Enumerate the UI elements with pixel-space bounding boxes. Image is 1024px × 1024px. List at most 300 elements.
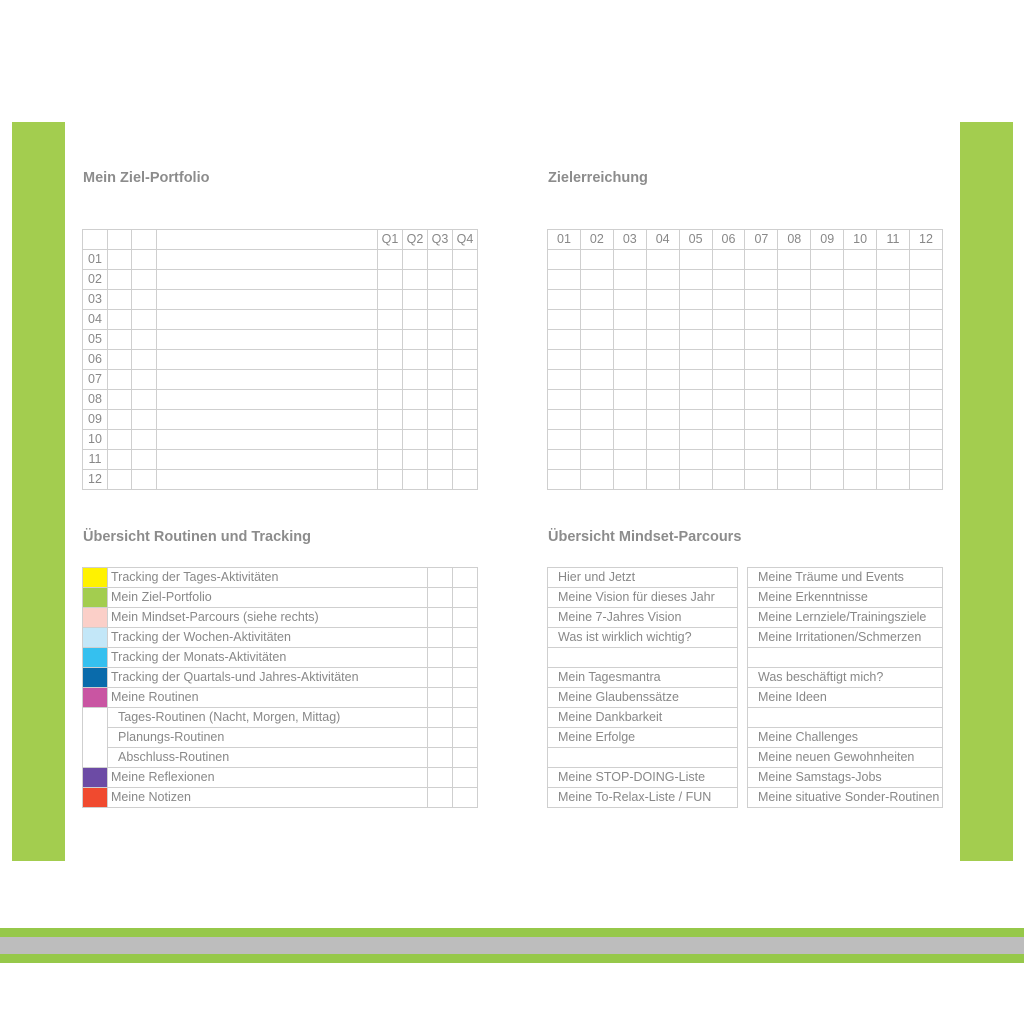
portfolio-cell [157, 310, 378, 330]
zielerreichung-cell [745, 390, 778, 410]
zielerreichung-cell [811, 430, 844, 450]
portfolio-row [83, 390, 478, 410]
zielerreichung-cell [844, 470, 877, 490]
mindset-row [548, 668, 738, 688]
portfolio-cell [428, 370, 453, 390]
portfolio-cell [157, 330, 378, 350]
routine-label: Abschluss-Routinen [108, 748, 428, 768]
month-label: 01 [548, 230, 581, 250]
portfolio-header-cell [157, 230, 378, 250]
routine-check-cell [453, 688, 478, 708]
routine-row [83, 688, 478, 708]
routine-label: Planungs-Routinen [108, 728, 428, 748]
right-green-bar [960, 122, 1013, 861]
zielerreichung-cell [548, 310, 581, 330]
mindset-row [548, 708, 738, 728]
portfolio-row [83, 410, 478, 430]
zielerreichung-cell [909, 250, 942, 270]
portfolio-row-number: 03 [83, 290, 108, 310]
routine-check-cell [428, 568, 453, 588]
mindset-row [548, 588, 738, 608]
zielerreichung-cell [613, 430, 646, 450]
portfolio-cell [453, 330, 478, 350]
mindset-item: Hier und Jetzt [548, 568, 738, 588]
portfolio-header-cell [132, 230, 157, 250]
routine-check-cell [428, 608, 453, 628]
zielerreichung-cell [679, 430, 712, 450]
zielerreichung-cell [844, 270, 877, 290]
portfolio-row-number: 01 [83, 250, 108, 270]
zielerreichung-cell [613, 270, 646, 290]
mindset-row [748, 708, 943, 728]
zielerreichung-row [548, 470, 943, 490]
zielerreichung-row [548, 370, 943, 390]
zielerreichung-cell [646, 250, 679, 270]
portfolio-table [82, 229, 478, 490]
portfolio-cell [378, 450, 403, 470]
mindset-item: Meine Glaubenssätze [548, 688, 738, 708]
portfolio-cell [132, 350, 157, 370]
portfolio-cell [132, 310, 157, 330]
zielerreichung-cell [548, 370, 581, 390]
portfolio-cell [403, 310, 428, 330]
zielerreichung-cell [613, 250, 646, 270]
month-label: 09 [811, 230, 844, 250]
zielerreichung-cell [646, 450, 679, 470]
zielerreichung-cell [778, 270, 811, 290]
portfolio-cell [378, 310, 403, 330]
zielerreichung-cell [877, 410, 910, 430]
month-label: 08 [778, 230, 811, 250]
zielerreichung-cell [877, 310, 910, 330]
zielerreichung-cell [877, 430, 910, 450]
mindset-item: Was ist wirklich wichtig? [548, 628, 738, 648]
color-swatch [83, 608, 108, 628]
zielerreichung-cell [548, 410, 581, 430]
zielerreichung-cell [613, 390, 646, 410]
portfolio-cell [453, 250, 478, 270]
zielerreichung-cell [712, 430, 745, 450]
mindset-item: Meine Erkenntnisse [748, 588, 943, 608]
zielerreichung-cell [877, 390, 910, 410]
zielerreichung-row [548, 290, 943, 310]
mindset-item [548, 748, 738, 768]
mindset-right-table [747, 567, 943, 808]
mindset-item: Meine neuen Gewohnheiten [748, 748, 943, 768]
zielerreichung-cell [548, 350, 581, 370]
mindset-item: Meine Ideen [748, 688, 943, 708]
zielerreichung-cell [811, 250, 844, 270]
portfolio-cell [108, 470, 132, 490]
routine-label: Meine Notizen [108, 788, 428, 808]
mindset-row [548, 728, 738, 748]
zielerreichung-cell [909, 450, 942, 470]
zielerreichung-cell [580, 450, 613, 470]
month-label: 05 [679, 230, 712, 250]
month-label: 03 [613, 230, 646, 250]
mindset-row [548, 648, 738, 668]
portfolio-cell [428, 470, 453, 490]
zielerreichung-cell [877, 270, 910, 290]
portfolio-row [83, 370, 478, 390]
color-swatch [83, 588, 108, 608]
routine-row [83, 608, 478, 628]
routine-check-cell [453, 708, 478, 728]
routine-check-cell [428, 588, 453, 608]
portfolio-cell [378, 370, 403, 390]
routine-check-cell [428, 748, 453, 768]
zielerreichung-cell [844, 310, 877, 330]
routine-label: Meine Routinen [108, 688, 428, 708]
routine-row [83, 668, 478, 688]
zielerreichung-cell [679, 410, 712, 430]
color-swatch [83, 688, 108, 708]
color-swatch [83, 628, 108, 648]
portfolio-cell [157, 410, 378, 430]
portfolio-cell [157, 470, 378, 490]
mindset-row [748, 768, 943, 788]
zielerreichung-cell [646, 290, 679, 310]
zielerreichung-cell [712, 270, 745, 290]
mindset-row [548, 568, 738, 588]
routine-row [83, 768, 478, 788]
zielerreichung-cell [679, 350, 712, 370]
zielerreichung-cell [580, 330, 613, 350]
zielerreichung-cell [877, 330, 910, 350]
portfolio-cell [132, 290, 157, 310]
zielerreichung-cell [811, 290, 844, 310]
mindset-row [748, 668, 943, 688]
portfolio-cell [403, 270, 428, 290]
portfolio-cell [378, 290, 403, 310]
month-label: 02 [580, 230, 613, 250]
routine-row [83, 728, 478, 748]
routine-check-cell [453, 788, 478, 808]
zielerreichung-cell [712, 330, 745, 350]
zielerreichung-cell [778, 310, 811, 330]
routine-check-cell [453, 748, 478, 768]
zielerreichung-cell [548, 250, 581, 270]
routinen-table [82, 567, 478, 808]
routine-label: Tracking der Tages-Aktivitäten [108, 568, 428, 588]
zielerreichung-cell [679, 450, 712, 470]
portfolio-cell [132, 330, 157, 350]
zielerreichung-cell [745, 290, 778, 310]
zielerreichung-cell [778, 290, 811, 310]
portfolio-cell [132, 430, 157, 450]
zielerreichung-cell [712, 410, 745, 430]
routine-check-cell [428, 688, 453, 708]
portfolio-row [83, 350, 478, 370]
zielerreichung-cell [679, 370, 712, 390]
portfolio-cell [108, 450, 132, 470]
zielerreichung-cell [679, 470, 712, 490]
zielerreichung-cell [712, 390, 745, 410]
portfolio-cell [378, 430, 403, 450]
mindset-row [548, 788, 738, 808]
routine-label: Tracking der Monats-Aktivitäten [108, 648, 428, 668]
portfolio-cell [403, 450, 428, 470]
portfolio-row-number: 08 [83, 390, 108, 410]
month-label: 04 [646, 230, 679, 250]
portfolio-cell [378, 470, 403, 490]
portfolio-cell [132, 390, 157, 410]
zielerreichung-cell [811, 370, 844, 390]
zielerreichung-cell [778, 330, 811, 350]
zielerreichung-cell [679, 310, 712, 330]
portfolio-cell [157, 430, 378, 450]
zielerreichung-cell [548, 270, 581, 290]
portfolio-row-number: 11 [83, 450, 108, 470]
routine-check-cell [428, 628, 453, 648]
routinen-title: Übersicht Routinen und Tracking [83, 529, 311, 545]
zielerreichung-cell [646, 370, 679, 390]
zielerreichung-cell [613, 290, 646, 310]
zielerreichung-cell [548, 390, 581, 410]
zielerreichung-cell [778, 470, 811, 490]
mindset-item: Meine 7-Jahres Vision [548, 608, 738, 628]
zielerreichung-row [548, 330, 943, 350]
portfolio-row-number: 10 [83, 430, 108, 450]
color-swatch [83, 728, 108, 748]
mindset-item: Mein Tagesmantra [548, 668, 738, 688]
zielerreichung-cell [745, 410, 778, 430]
zielerreichung-cell [909, 330, 942, 350]
zielerreichung-cell [613, 370, 646, 390]
zielerreichung-cell [877, 250, 910, 270]
zielerreichung-cell [811, 330, 844, 350]
zielerreichung-cell [712, 250, 745, 270]
zielerreichung-cell [811, 310, 844, 330]
zielerreichung-cell [844, 290, 877, 310]
zielerreichung-cell [811, 410, 844, 430]
mindset-item: Meine Samstags-Jobs [748, 768, 943, 788]
portfolio-title: Mein Ziel-Portfolio [83, 170, 210, 186]
zielerreichung-header-row [548, 230, 943, 250]
zielerreichung-cell [877, 370, 910, 390]
routine-check-cell [428, 708, 453, 728]
portfolio-cell [453, 470, 478, 490]
portfolio-cell [157, 250, 378, 270]
routine-label: Meine Reflexionen [108, 768, 428, 788]
zielerreichung-row [548, 410, 943, 430]
zielerreichung-cell [646, 270, 679, 290]
zielerreichung-cell [679, 390, 712, 410]
quarter-label: Q3 [428, 230, 453, 250]
mindset-row [748, 788, 943, 808]
portfolio-cell [428, 330, 453, 350]
zielerreichung-cell [844, 330, 877, 350]
zielerreichung-row [548, 310, 943, 330]
zielerreichung-cell [580, 370, 613, 390]
color-swatch [83, 748, 108, 768]
portfolio-cell [403, 330, 428, 350]
zielerreichung-row [548, 450, 943, 470]
portfolio-cell [403, 370, 428, 390]
portfolio-cell [108, 430, 132, 450]
mindset-row [548, 688, 738, 708]
portfolio-cell [378, 250, 403, 270]
portfolio-cell [157, 270, 378, 290]
zielerreichung-cell [548, 290, 581, 310]
month-label: 12 [909, 230, 942, 250]
mindset-row [548, 748, 738, 768]
zielerreichung-cell [646, 410, 679, 430]
zielerreichung-row [548, 350, 943, 370]
routine-row [83, 628, 478, 648]
zielerreichung-cell [877, 450, 910, 470]
portfolio-cell [132, 270, 157, 290]
zielerreichung-cell [613, 350, 646, 370]
zielerreichung-cell [811, 350, 844, 370]
portfolio-row [83, 310, 478, 330]
routine-check-cell [453, 728, 478, 748]
portfolio-row [83, 270, 478, 290]
portfolio-row [83, 470, 478, 490]
zielerreichung-cell [580, 430, 613, 450]
mindset-row [548, 768, 738, 788]
zielerreichung-cell [646, 350, 679, 370]
quarter-label: Q4 [453, 230, 478, 250]
left-green-bar [12, 122, 65, 861]
zielerreichung-cell [580, 290, 613, 310]
zielerreichung-cell [844, 410, 877, 430]
mindset-item: Meine Dankbarkeit [548, 708, 738, 728]
month-label: 10 [844, 230, 877, 250]
zielerreichung-row [548, 390, 943, 410]
portfolio-cell [108, 270, 132, 290]
portfolio-cell [378, 270, 403, 290]
portfolio-cell [428, 450, 453, 470]
routine-check-cell [428, 668, 453, 688]
zielerreichung-cell [909, 350, 942, 370]
zielerreichung-cell [646, 430, 679, 450]
zielerreichung-cell [745, 430, 778, 450]
month-label: 11 [877, 230, 910, 250]
routine-check-cell [453, 588, 478, 608]
zielerreichung-cell [778, 390, 811, 410]
zielerreichung-cell [909, 370, 942, 390]
zielerreichung-cell [646, 470, 679, 490]
routine-check-cell [453, 648, 478, 668]
color-swatch [83, 788, 108, 808]
portfolio-cell [108, 310, 132, 330]
portfolio-cell [403, 350, 428, 370]
routine-check-cell [453, 628, 478, 648]
mindset-item: Meine Träume und Events [748, 568, 943, 588]
zielerreichung-cell [646, 330, 679, 350]
zielerreichung-cell [745, 270, 778, 290]
zielerreichung-cell [745, 350, 778, 370]
portfolio-cell [378, 350, 403, 370]
zielerreichung-cell [613, 470, 646, 490]
portfolio-row [83, 290, 478, 310]
zielerreichung-cell [580, 470, 613, 490]
portfolio-cell [453, 370, 478, 390]
portfolio-cell [132, 250, 157, 270]
portfolio-cell [428, 410, 453, 430]
zielerreichung-cell [613, 410, 646, 430]
zielerreichung-cell [909, 410, 942, 430]
portfolio-cell [428, 350, 453, 370]
routine-check-cell [453, 608, 478, 628]
mindset-item: Meine Challenges [748, 728, 943, 748]
zielerreichung-row [548, 270, 943, 290]
portfolio-cell [132, 470, 157, 490]
zielerreichung-cell [909, 270, 942, 290]
zielerreichung-cell [844, 450, 877, 470]
portfolio-cell [428, 430, 453, 450]
routine-check-cell [453, 668, 478, 688]
routine-check-cell [453, 768, 478, 788]
portfolio-cell [403, 470, 428, 490]
zielerreichung-cell [909, 390, 942, 410]
zielerreichung-cell [580, 250, 613, 270]
mindset-row [548, 608, 738, 628]
mindset-row [748, 588, 943, 608]
mindset-item: Meine STOP-DOING-Liste [548, 768, 738, 788]
zielerreichung-cell [548, 430, 581, 450]
zielerreichung-cell [679, 250, 712, 270]
zielerreichung-cell [613, 450, 646, 470]
portfolio-cell [453, 290, 478, 310]
zielerreichung-cell [580, 310, 613, 330]
portfolio-cell [108, 290, 132, 310]
portfolio-cell [108, 390, 132, 410]
zielerreichung-cell [844, 370, 877, 390]
portfolio-cell [132, 410, 157, 430]
routine-row [83, 748, 478, 768]
zielerreichung-cell [778, 370, 811, 390]
color-swatch [83, 668, 108, 688]
portfolio-row-number: 09 [83, 410, 108, 430]
portfolio-cell [108, 330, 132, 350]
routine-check-cell [428, 648, 453, 668]
mindset-item: Meine Vision für dieses Jahr [548, 588, 738, 608]
mindset-item: Meine Lernziele/Trainingsziele [748, 608, 943, 628]
portfolio-cell [378, 330, 403, 350]
footer-stripe-grey [0, 937, 1024, 954]
mindset-item: Meine To-Relax-Liste / FUN [548, 788, 738, 808]
footer-stripe-green-bottom [0, 954, 1024, 963]
zielerreichung-cell [712, 450, 745, 470]
portfolio-cell [453, 430, 478, 450]
portfolio-row-number: 06 [83, 350, 108, 370]
portfolio-cell [403, 250, 428, 270]
quarter-label: Q2 [403, 230, 428, 250]
zielerreichung-title: Zielerreichung [548, 170, 648, 186]
zielerreichung-cell [679, 290, 712, 310]
color-swatch [83, 648, 108, 668]
routine-check-cell [428, 728, 453, 748]
portfolio-cell [428, 310, 453, 330]
zielerreichung-cell [745, 470, 778, 490]
mindset-row [748, 728, 943, 748]
zielerreichung-cell [909, 290, 942, 310]
portfolio-cell [403, 410, 428, 430]
routine-row [83, 568, 478, 588]
mindset-item: Meine Irritationen/Schmerzen [748, 628, 943, 648]
mindset-row [748, 648, 943, 668]
portfolio-cell [157, 370, 378, 390]
zielerreichung-cell [580, 390, 613, 410]
portfolio-row-number: 07 [83, 370, 108, 390]
portfolio-cell [428, 290, 453, 310]
routine-label: Tracking der Quartals-und Jahres-Aktivitäten [108, 668, 428, 688]
routine-row [83, 708, 478, 728]
zielerreichung-cell [844, 250, 877, 270]
zielerreichung-cell [811, 470, 844, 490]
